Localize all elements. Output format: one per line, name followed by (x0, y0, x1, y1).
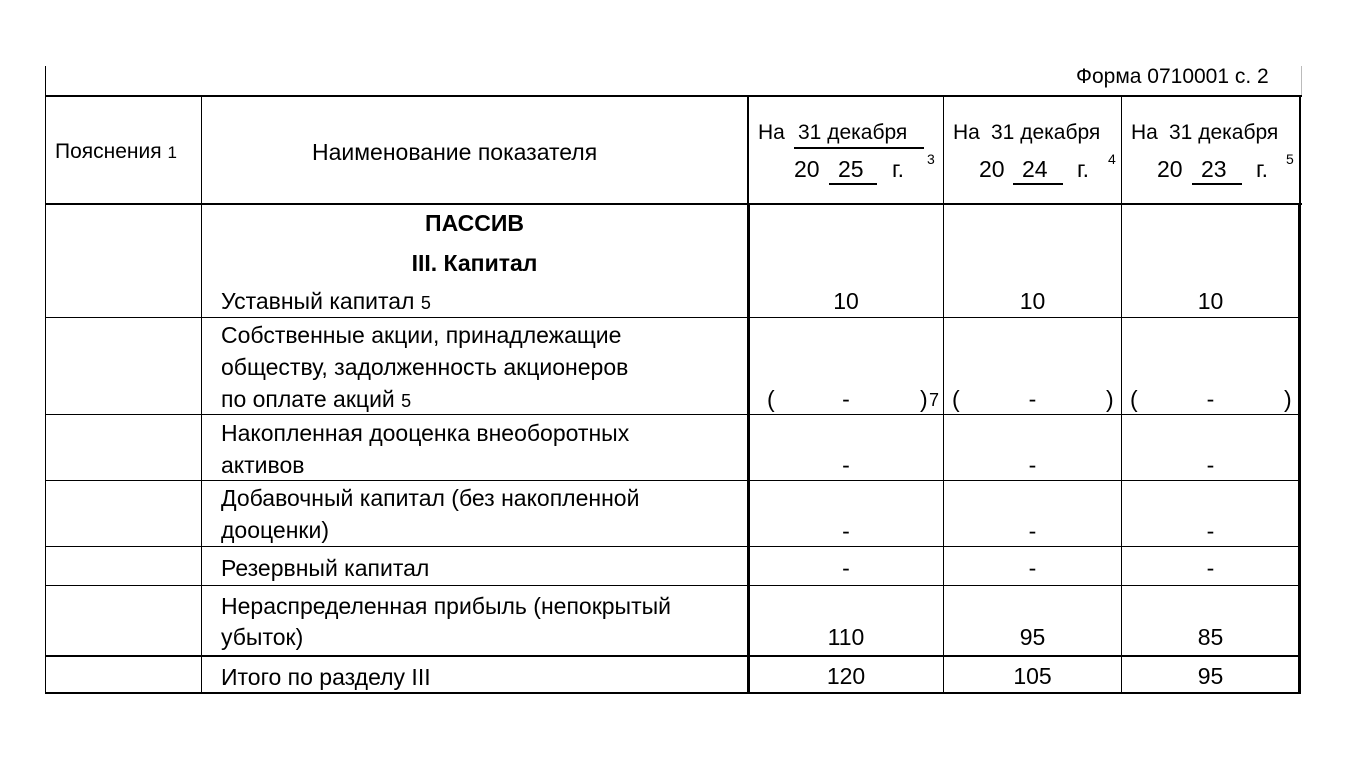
section-title: ПАССИВ (425, 210, 524, 236)
row-value: - (1028, 555, 1037, 581)
header-bottom-border (45, 203, 1302, 205)
notes-header-sup: 1 (167, 143, 177, 162)
row-value: - (1028, 518, 1037, 544)
row-label-sup: 5 (420, 293, 431, 313)
row-value: - (1206, 518, 1215, 544)
notes-header (55, 141, 177, 162)
row-label-text: Уставный капитал (221, 288, 415, 314)
col-2024-sup: 4 (1108, 151, 1116, 167)
col-2025-prefix: На (758, 121, 785, 144)
open-paren: ( (952, 386, 960, 412)
row-label-line: обществу, задолженность акционеров (221, 354, 629, 380)
col-2025-century: 20 (794, 156, 820, 182)
row-value: - (842, 518, 850, 544)
row-label-line: Нераспределенная прибыль (непокрытый (221, 593, 672, 619)
col-2023-prefix: На (1131, 121, 1158, 144)
open-paren: ( (1130, 386, 1138, 412)
row-value: 85 (1197, 624, 1224, 650)
row-label-sup: 5 (401, 391, 412, 411)
close-paren: ) (1284, 386, 1292, 412)
col-2025-date: 31 декабря (798, 121, 908, 144)
col-2024-suffix: г. (1077, 156, 1089, 182)
form-caption: Форма 0710001 с. 2 (1076, 65, 1269, 88)
col-2024-prefix: На (953, 121, 980, 144)
row-value: 10 (833, 288, 859, 314)
table-left-border (45, 66, 46, 694)
col-2023-year-underline (1192, 183, 1242, 185)
row-label-line: Добавочный капитал (без накопленной (221, 485, 640, 511)
col-2023-year: 23 (1201, 156, 1227, 182)
col-2024-year: 24 (1022, 156, 1048, 182)
row-label-line: Резервный капитал (221, 555, 430, 581)
row-value: - (1028, 452, 1037, 478)
row-value: 10 (1197, 288, 1224, 314)
row-label-line: активов (221, 452, 305, 478)
row-value: - (1206, 386, 1215, 412)
row-separator-total (45, 655, 1301, 657)
col-2023-suffix: г. (1256, 156, 1268, 182)
total-row-label: Итого по разделу III (221, 664, 431, 690)
col-2024-century: 20 (979, 156, 1005, 182)
row-separator (45, 480, 1301, 481)
row-label-line: Собственные акции, принадлежащие (221, 322, 622, 348)
table-bottom-border (45, 692, 1301, 694)
total-value: 95 (1197, 663, 1224, 689)
value-block-right (1298, 203, 1301, 694)
row-label-line: дооценки) (221, 517, 329, 543)
row-value: 95 (1019, 624, 1046, 650)
row-label-line: Накопленная дооценка внеоборотных (221, 420, 630, 446)
row-value: - (842, 452, 850, 478)
row-value: - (842, 555, 850, 581)
close-paren: ) (1106, 386, 1114, 412)
col-2025-sup: 3 (927, 151, 935, 167)
row-value: 10 (1019, 288, 1046, 314)
row-separator (45, 414, 1301, 415)
header-top-border (45, 95, 1302, 97)
col-2025-suffix: г. (892, 156, 904, 182)
row-value: - (1206, 555, 1215, 581)
col-2025-year: 25 (838, 156, 864, 182)
col-2023-sup: 5 (1286, 151, 1294, 167)
row-label (221, 290, 431, 313)
row-value: - (842, 386, 850, 412)
row-separator (45, 317, 1301, 318)
paren-note: 7 (929, 390, 940, 410)
col-2023-century: 20 (1157, 156, 1183, 182)
col-2023-date: 31 декабря (1169, 121, 1279, 144)
row-label-text: по оплате акций (221, 386, 395, 412)
table-right-edge (1301, 66, 1302, 96)
open-paren: ( (767, 386, 775, 412)
row-label (221, 388, 411, 411)
col-2025-date-underline (794, 147, 924, 149)
row-value: - (1028, 386, 1037, 412)
row-label-line: убыток) (221, 624, 304, 650)
close-paren: ) (920, 386, 928, 412)
value-block-left (747, 203, 750, 694)
row-value: - (1206, 452, 1215, 478)
total-value: 105 (1013, 663, 1052, 689)
row-separator (45, 585, 1301, 586)
col-2024-year-underline (1013, 183, 1063, 185)
name-header: Наименование показателя (312, 139, 598, 165)
row-value: 110 (827, 624, 865, 650)
total-value: 120 (826, 663, 866, 689)
row-separator (45, 546, 1301, 547)
col-divider-notes (201, 96, 202, 694)
col-2024-date: 31 декабря (991, 121, 1101, 144)
section-subtitle: III. Капитал (411, 250, 538, 276)
notes-header-label: Пояснения (55, 140, 162, 163)
col-2025-year-underline (829, 183, 877, 185)
